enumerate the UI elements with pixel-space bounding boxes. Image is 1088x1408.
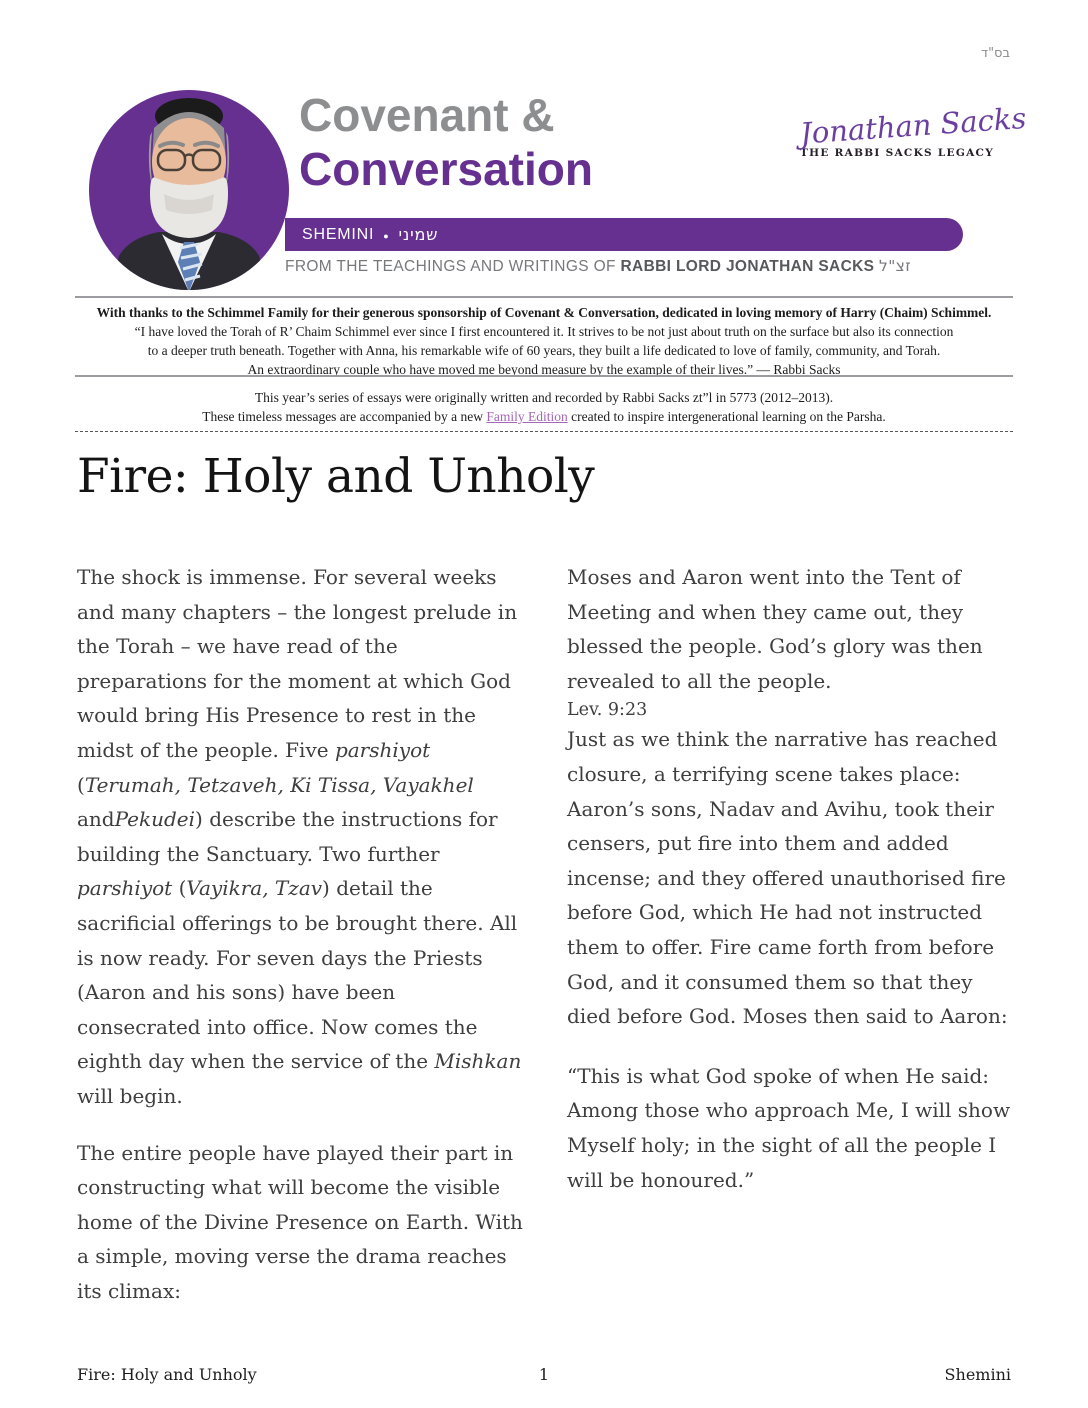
sponsorship-quote-line: “I have loved the Torah of R’ Chaim Schimmel ever since I first encountered it. It strives to be not just about truth on the surface but also its connection xyxy=(134,324,954,339)
parsha-banner xyxy=(285,218,963,251)
bsd-inscription: בס"ד xyxy=(980,46,1010,61)
divider-middle xyxy=(75,375,1013,377)
sponsorship-dedication: With thanks to the Schimmel Family for their generous sponsorship of Covenant & Conversation, dedicated in loving memory of Harry (Chaim) Schimmel. xyxy=(96,305,992,320)
family-edition-link[interactable]: Family Edition xyxy=(486,409,568,424)
series-note-line1: This year’s series of essays were originally written and recorded by Rabbi Sacks zt”l in 5773 (2012–2013). xyxy=(254,390,834,405)
divider-dashed xyxy=(75,431,1013,432)
scripture-citation: Lev. 9:23 xyxy=(567,700,648,721)
footer-page-number: 1 xyxy=(538,1365,550,1384)
footer-essay-title: Fire: Holy and Unholy xyxy=(77,1365,257,1384)
brand-title xyxy=(299,88,593,196)
brand-line2: Conversation xyxy=(299,143,593,195)
left-column xyxy=(77,560,523,1308)
sponsorship-quote-line: to a deeper truth beneath. Together with Anna, his remarkable wife of 60 years, they built a life dedicated to love of family, community, and Torah. xyxy=(147,343,941,358)
paragraph: Just as we think the narrative has reached closure, a terrifying scene takes place: Aaron’s sons, Nadav and Avihu, took their censers, put fire into them and added incense; and they offered unauthorised fire before God, which He had not instructed them to offer. Fire came forth from before God, and it consumed them so that they died before God. Moses then said to Aaron: xyxy=(567,727,1008,1029)
attribution-line xyxy=(285,257,911,276)
right-column xyxy=(567,560,1013,1197)
paragraph: The entire people have played their part in constructing what will become the visible home of the Divine Presence on Earth. With a simple, moving verse the drama reaches its climax: xyxy=(77,1140,523,1303)
portrait-head xyxy=(149,98,229,238)
blockquote: “This is what God spoke of when He said: Among those who approach Me, I will show Myself holy; in the sight of all the people I will be honoured.” xyxy=(567,1063,1011,1192)
series-note-line2-start: These timeless messages are accompanied by a new xyxy=(202,409,487,424)
parsha-name-hebrew: שמיני xyxy=(398,225,439,244)
rabbi-sacks-portrait xyxy=(84,66,294,292)
divider-top xyxy=(75,296,1013,298)
series-note-line2 xyxy=(64,407,1024,426)
attribution-name: RABBI LORD JONATHAN SACKS xyxy=(620,258,875,275)
attribution-prefix: FROM THE TEACHINGS AND WRITINGS OF xyxy=(285,258,621,275)
series-note-block xyxy=(64,388,1024,426)
sponsorship-quote-line: An extraordinary couple who have moved me beyond measure by the example of their lives.” — Rabbi Sacks xyxy=(247,362,841,377)
blockquote: Moses and Aaron went into the Tent of Meeting and when they came out, they blessed the people. God’s glory was then revealed to all the people. xyxy=(567,565,983,693)
bullet-icon: ● xyxy=(383,230,390,241)
essay-title: Fire: Holy and Unholy xyxy=(77,449,595,504)
paragraph: The shock is immense. For several weeks and many chapters – the longest prelude in the Torah – we have read of the preparations for the moment at which God would bring His Presence to rest in the midst of the people. Five parshiyot (Terumah, Tetzaveh, Ki Tissa, Vayakhel andPekudei) describe the instructions for building the Sanctuary. Two further parshiyot (Vayikra, Tzav) detail the sacrificial offerings to be brought there. All is now ready. For seven days the Priests (Aaron and his sons) have been consecrated into office. Now comes the eighth day when the service of the Mishkan will begin. xyxy=(77,565,522,1108)
brand-line1: Covenant & xyxy=(299,89,555,141)
footer-parsha-name: Shemini xyxy=(944,1365,1011,1384)
rabbi-sacks-legacy-logo xyxy=(799,100,1028,159)
legacy-tagline: THE RABBI SACKS LEGACY xyxy=(800,147,994,159)
attribution-ztl: זצ"ל xyxy=(879,257,911,275)
sponsorship-block xyxy=(64,303,1024,379)
jonathan-sacks-signature: Jonathan Sacks xyxy=(799,100,1028,151)
parsha-name-english: SHEMINI xyxy=(302,225,375,243)
series-note-line2-end: created to inspire intergenerational learning on the Parsha. xyxy=(567,409,886,424)
